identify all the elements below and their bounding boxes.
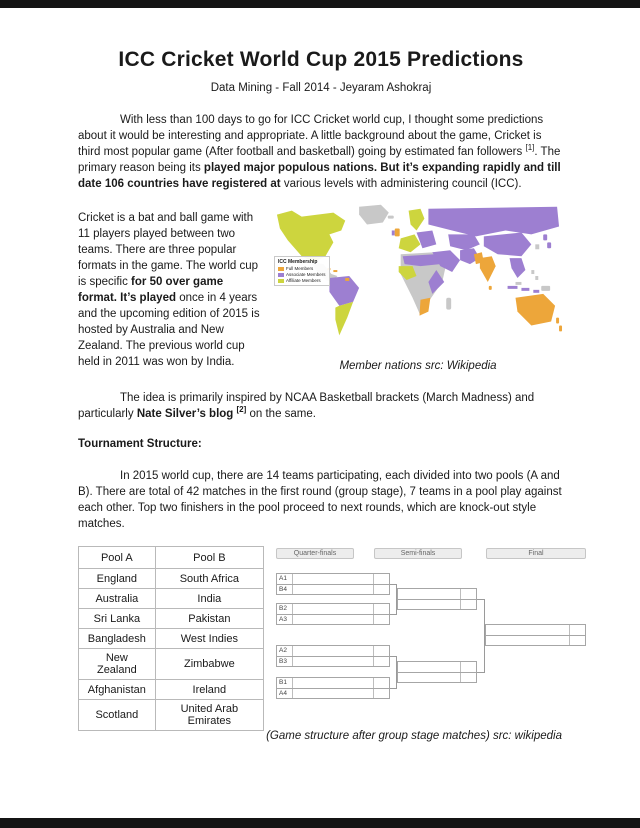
final-match [485,624,586,646]
associate-regions [329,207,559,306]
seed-label: A2 [277,646,293,656]
intro-text-2: . The primary reason being its [78,146,561,174]
seed-label: B3 [277,657,293,666]
intro-text-3: various levels with administering council (ICC). [280,178,522,190]
bracket-connector [477,599,485,673]
team-cell [398,662,461,672]
team-cell [293,585,374,594]
pools-section [78,546,564,727]
tournament-structure-heading: Tournament Structure: [78,438,202,450]
score-cell [374,615,389,624]
intro-text-bold: played major populous nations. But it’s expanding rapidly and till date 106 countries have registered at [78,162,561,190]
legend-title: ICC Membership [278,259,318,265]
quarterfinal-match-3 [276,645,390,667]
score-cell [461,673,476,682]
pool-a-cell: New Zealand [79,649,156,680]
bracket-row [277,646,389,656]
map-figure [272,200,564,372]
pool-table-row [79,700,264,731]
about-cricket-paragraph [78,210,260,370]
score-cell [570,625,585,635]
score-cell [461,662,476,672]
idea-text-bold: Nate Silver’s blog [136,408,237,420]
tournament-paragraph: In 2015 world cup, there are 14 teams participating, each divided into two pools (A and B). There are total of 42 matches in the first round (group stage), 7 teams in a pool play against each other. Top two finishers in the pool proceed to next rounds, which are knock-out style matches. [78,470,562,530]
about-text-1: Cricket is a bat and ball game with 11 players played between two teams. There are three popular formats in the game. The world cup is specific [78,212,259,288]
score-cell [374,689,389,698]
legend-item-associate [278,272,326,277]
legend-label: Full Members [286,266,314,271]
score-cell [570,636,585,645]
bracket-row [398,662,476,672]
pool-b-cell: Ireland [155,680,263,700]
pool-b-cell: United Arab Emirates [155,700,263,731]
bracket-row [277,688,389,698]
team-cell [293,657,374,666]
page-subtitle: Data Mining - Fall 2014 - Jeyaram Ashokraj [210,82,432,94]
team-cell [398,600,461,609]
team-cell [486,636,570,645]
round-header-quarterfinals: Quarter-finals [276,548,354,559]
pool-a-cell: Australia [79,589,156,609]
pool-b-cell: Pakistan [155,609,263,629]
bracket-row [398,672,476,682]
bracket-row [277,574,389,584]
intro-text-1: With less than 100 days to go for ICC Cricket world cup, I thought some predictions about it would be interesting and appropriate. A little background about the game, Cricket is third most popular game (After football and basketball) going by estimated fan followers [78,114,544,158]
team-cell [293,604,374,614]
bracket-row [486,635,585,645]
semifinal-match-2 [397,661,477,683]
team-cell [293,615,374,624]
citation-ref-2: [2] [236,405,247,415]
legend-item-affiliate [278,278,326,283]
pool-table-row [79,589,264,609]
bracket-row [277,678,389,688]
bracket-connector [390,656,397,689]
pool-b-cell: South Africa [155,569,263,589]
score-cell [374,657,389,666]
citation-ref-1: [1] [525,143,535,153]
page-title: ICC Cricket World Cup 2015 Predictions [118,48,524,71]
round-header-final: Final [486,548,586,559]
pool-b-cell: Zimbabwe [155,649,263,680]
legend-item-full [278,266,326,271]
idea-text-1: The idea is primarily inspired by NCAA Basketball brackets (March Madness) and particularly [78,392,535,420]
seed-label: A4 [277,689,293,698]
pool-table-row [79,609,264,629]
pool-b-header: Pool B [155,547,263,569]
top-edge-bar [0,0,640,8]
about-text-2: once in 4 years and the upcoming edition of 2015 is hosted by Australia and New Zealand. The previous world cup held in 2011 was won by India. [78,292,260,368]
pool-table-row [79,629,264,649]
team-cell [293,689,374,698]
score-cell [374,646,389,656]
about-text-bold: for 50 over game format. It’s played [78,276,224,304]
pool-b-cell: India [155,589,263,609]
bracket-connector [390,584,397,615]
associate-members-swatch [278,273,284,277]
affiliate-members-swatch [278,279,284,283]
pool-a-cell: England [79,569,156,589]
round-header-semifinals: Semi-finals [374,548,462,559]
score-cell [461,600,476,609]
seed-label: A1 [277,574,293,584]
team-cell [293,574,374,584]
bracket-row [277,584,389,594]
bracket-row [277,614,389,624]
pool-a-header: Pool A [79,547,156,569]
team-cell [398,589,461,599]
pool-a-cell: Scotland [79,700,156,731]
world-map-wrap [272,200,564,352]
pool-table [78,546,264,731]
map-section [78,200,564,372]
idea-text-2: on the same. [246,408,316,420]
map-caption: Member nations src: Wikipedia [339,360,497,372]
bracket-row [486,625,585,635]
seed-label: B2 [277,604,293,614]
score-cell [374,604,389,614]
seed-label: A3 [277,615,293,624]
bracket-row [398,589,476,599]
intro-paragraph [78,112,564,192]
quarterfinal-match-2 [276,603,390,625]
pool-table-row [79,680,264,700]
pool-table-header-row [79,547,264,569]
team-cell [293,646,374,656]
legend-label: Associate Members [286,272,326,277]
pool-table-row [79,649,264,680]
full-members-swatch [278,267,284,271]
pool-a-cell: Afghanistan [79,680,156,700]
team-cell [398,673,461,682]
score-cell [461,589,476,599]
quarterfinal-match-1 [276,573,390,595]
bracket-row [398,599,476,609]
bracket-caption: (Game structure after group stage matches) src: wikipedia [266,730,562,742]
idea-paragraph [78,390,564,422]
score-cell [374,678,389,688]
pool-b-cell: West Indies [155,629,263,649]
bracket-row [277,604,389,614]
semifinal-match-1 [397,588,477,610]
bottom-edge-bar [0,818,640,828]
bracket-row [277,656,389,666]
team-cell [486,625,570,635]
map-legend [274,256,330,286]
tournament-bracket [274,548,590,708]
score-cell [374,574,389,584]
team-cell [293,678,374,688]
seed-label: B1 [277,678,293,688]
score-cell [374,585,389,594]
legend-label: Affiliate Members [286,278,321,283]
pool-table-row [79,569,264,589]
pool-a-cell: Sri Lanka [79,609,156,629]
pool-a-cell: Bangladesh [79,629,156,649]
seed-label: B4 [277,585,293,594]
quarterfinal-match-4 [276,677,390,699]
